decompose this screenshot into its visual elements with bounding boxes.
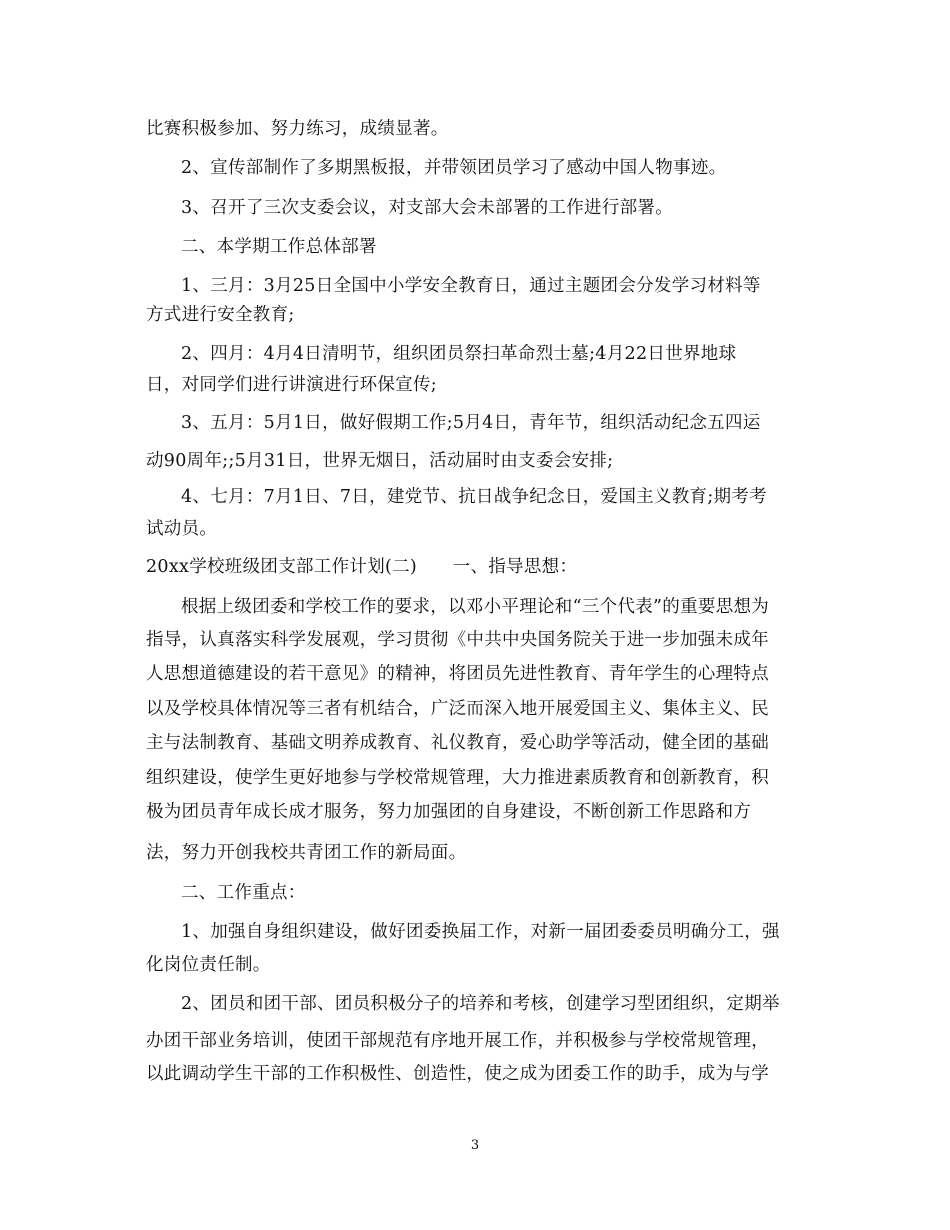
text-line: 极为团员青年成长成才服务，努力加强团的自身建设，不断创新工作思路和方 bbox=[146, 802, 752, 822]
text-line: 组织建设，使学生更好地参与学校常规管理，大力推进素质教育和创新教育，积 bbox=[146, 768, 769, 788]
text-line: 法，努力开创我校共青团工作的新局面。 bbox=[146, 843, 467, 863]
text-line: 化岗位责任制。 bbox=[146, 955, 271, 975]
text-line: 2、四月：4月4日清明节，组织团员祭扫革命烈士墓;4月22日世界地球 bbox=[181, 344, 737, 364]
text-line: 人思想道德建设的若干意见》的精神，将团员先进性教育、青年学生的心理特点 bbox=[146, 664, 769, 684]
text-line: 主与法制教育、基础文明养成教育、礼仪教育，爱心助学等活动，健全团的基础 bbox=[146, 733, 769, 753]
text-line: 试动员。 bbox=[146, 519, 218, 539]
text-line: 以此调动学生干部的工作积极性、创造性，使之成为团委工作的助手，成为与学 bbox=[146, 1064, 769, 1084]
document-title-line: 20xx学校班级团支部工作计划(二) 一、指导思想： bbox=[146, 557, 578, 577]
text-line: 1、加强自身组织建设，做好团委换届工作，对新一届团委委员明确分工，强 bbox=[181, 922, 780, 942]
text-line: 方式进行安全教育; bbox=[146, 305, 295, 325]
text-line: 3、五月：5月1日，做好假期工作;5月4日，青年节，组织活动纪念五四运 bbox=[181, 413, 761, 433]
page-number: 3 bbox=[470, 1138, 480, 1153]
text-line: 比赛积极参加、努力练习，成绩显著。 bbox=[146, 119, 449, 139]
text-line: 1、三月：3月25日全国中小学安全教育日，通过主题团会分发学习材料等 bbox=[181, 276, 761, 296]
text-line: 以及学校具体情况等三者有机结合，广泛而深入地开展爱国主义、集体主义、民 bbox=[146, 699, 769, 719]
text-line: 动90周年;;5月31日，世界无烟日，活动届时由支委会安排; bbox=[146, 451, 614, 471]
section-heading: 二、本学期工作总体部署 bbox=[181, 237, 377, 257]
text-line: 办团干部业务培训，使团干部规范有序地开展工作，并积极参与学校常规管理， bbox=[146, 1031, 769, 1051]
text-line: 指导，认真落实科学发展观，学习贯彻《中共中央国务院关于进一步加强未成年 bbox=[146, 630, 769, 650]
section-heading: 二、工作重点： bbox=[181, 883, 306, 903]
text-line: 3、召开了三次支委会议，对支部大会未部署的工作进行部署。 bbox=[181, 198, 674, 218]
text-line: 日，对同学们进行讲演进行环保宣传; bbox=[146, 375, 437, 395]
text-line: 根据上级团委和学校工作的要求，以邓小平理论和“三个代表”的重要思想为 bbox=[181, 597, 770, 617]
text-line: 4、七月：7月1日、7日，建党节、抗日战争纪念日，爱国主义教育;期考考 bbox=[181, 487, 767, 507]
text-line: 2、宣传部制作了多期黑板报，并带领团员学习了感动中国人物事迹。 bbox=[181, 158, 727, 178]
text-line: 2、团员和团干部、团员积极分子的培养和考核，创建学习型团组织，定期举 bbox=[181, 994, 780, 1014]
